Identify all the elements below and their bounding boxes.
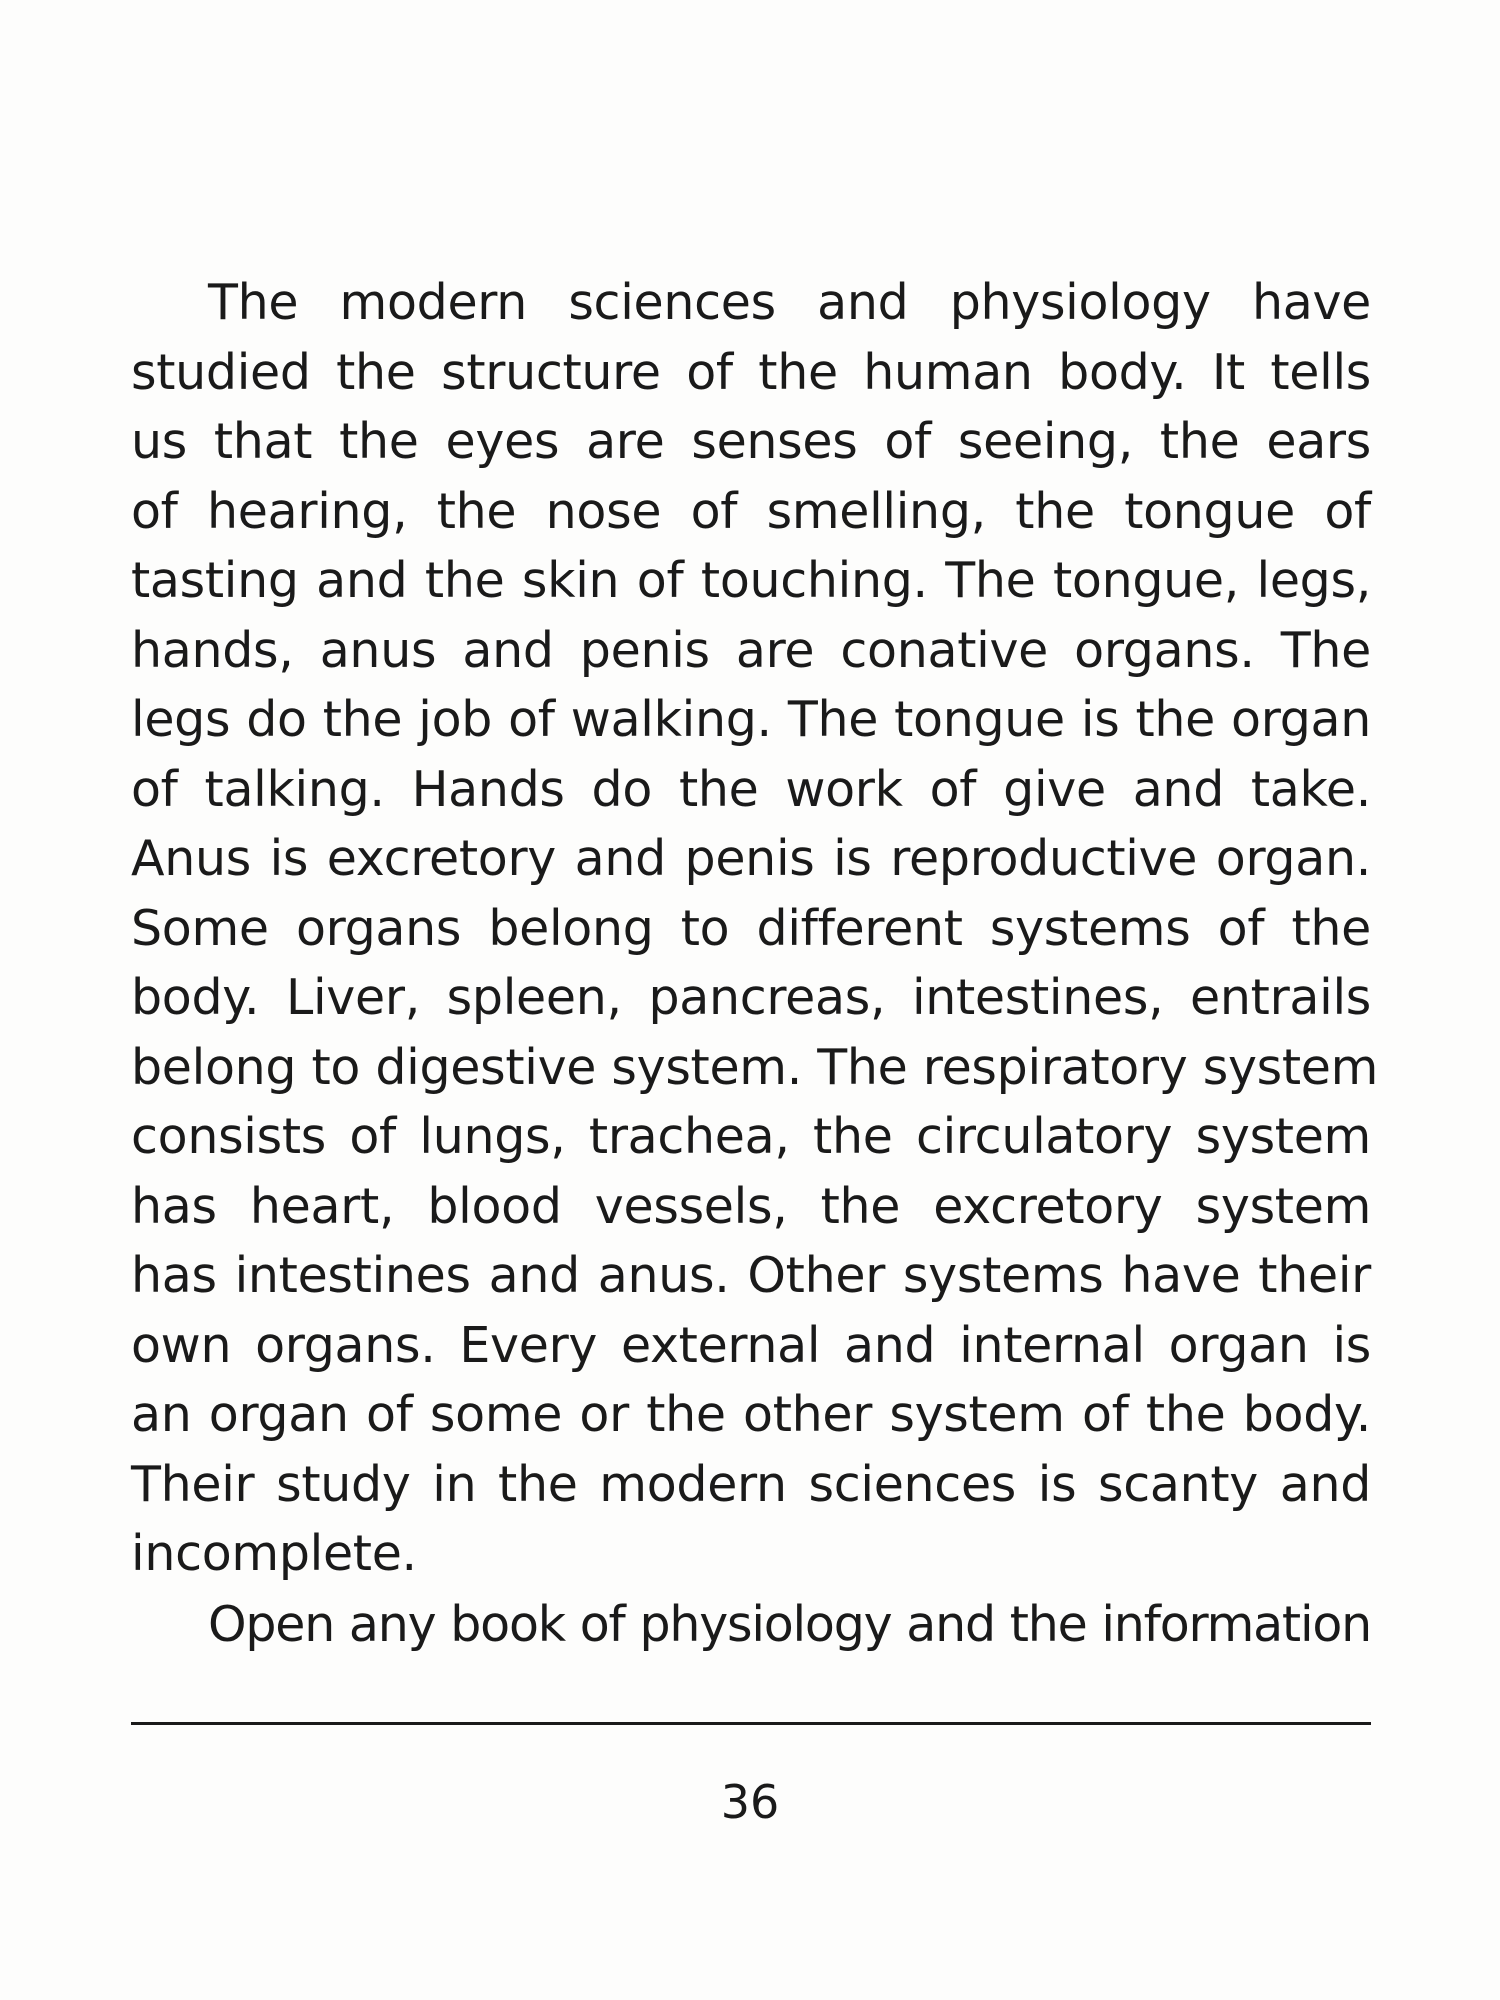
text-line: has heart, blood vessels, the excretory system — [131, 1177, 1371, 1235]
text-line: Open any book of physiology and the information — [208, 1596, 1371, 1653]
footer-rule — [131, 1722, 1371, 1725]
text-line: The modern sciences and physiology have — [208, 274, 1371, 331]
paragraph-2 — [131, 1590, 1371, 1660]
text-line: Some organs belong to different systems of the — [131, 899, 1371, 957]
text-line: body. Liver, spleen, pancreas, intestines, entrails — [131, 969, 1371, 1026]
text-line: Anus is excretory and penis is reproductive organ. — [131, 830, 1371, 887]
text-line: incomplete. — [131, 1525, 417, 1582]
text-line: of talking. Hands do the work of give and take. — [131, 760, 1371, 818]
text-line: hands, anus and penis are conative organs. The — [131, 621, 1371, 679]
text-line: consists of lungs, trachea, the circulatory system — [131, 1108, 1371, 1165]
text-line: belong to digestive system. The respiratory system — [131, 1038, 1379, 1096]
text-line: Their study in the modern sciences is scanty and — [131, 1455, 1371, 1513]
paragraph-1 — [131, 268, 1379, 1589]
text-line: own organs. Every external and internal organ is — [131, 1316, 1371, 1374]
text-line: an organ of some or the other system of the body. — [131, 1386, 1371, 1443]
text-line: has intestines and anus. Other systems have their — [131, 1247, 1371, 1304]
text-line: tasting and the skin of touching. The tongue, legs, — [131, 552, 1371, 609]
text-line: of hearing, the nose of smelling, the tongue of — [131, 482, 1371, 540]
text-line: us that the eyes are senses of seeing, the ears — [131, 413, 1371, 470]
text-line: studied the structure of the human body. It tells — [131, 343, 1371, 401]
page-number: 36 — [720, 1775, 780, 1829]
text-line: legs do the job of walking. The tongue is the organ — [131, 691, 1371, 748]
